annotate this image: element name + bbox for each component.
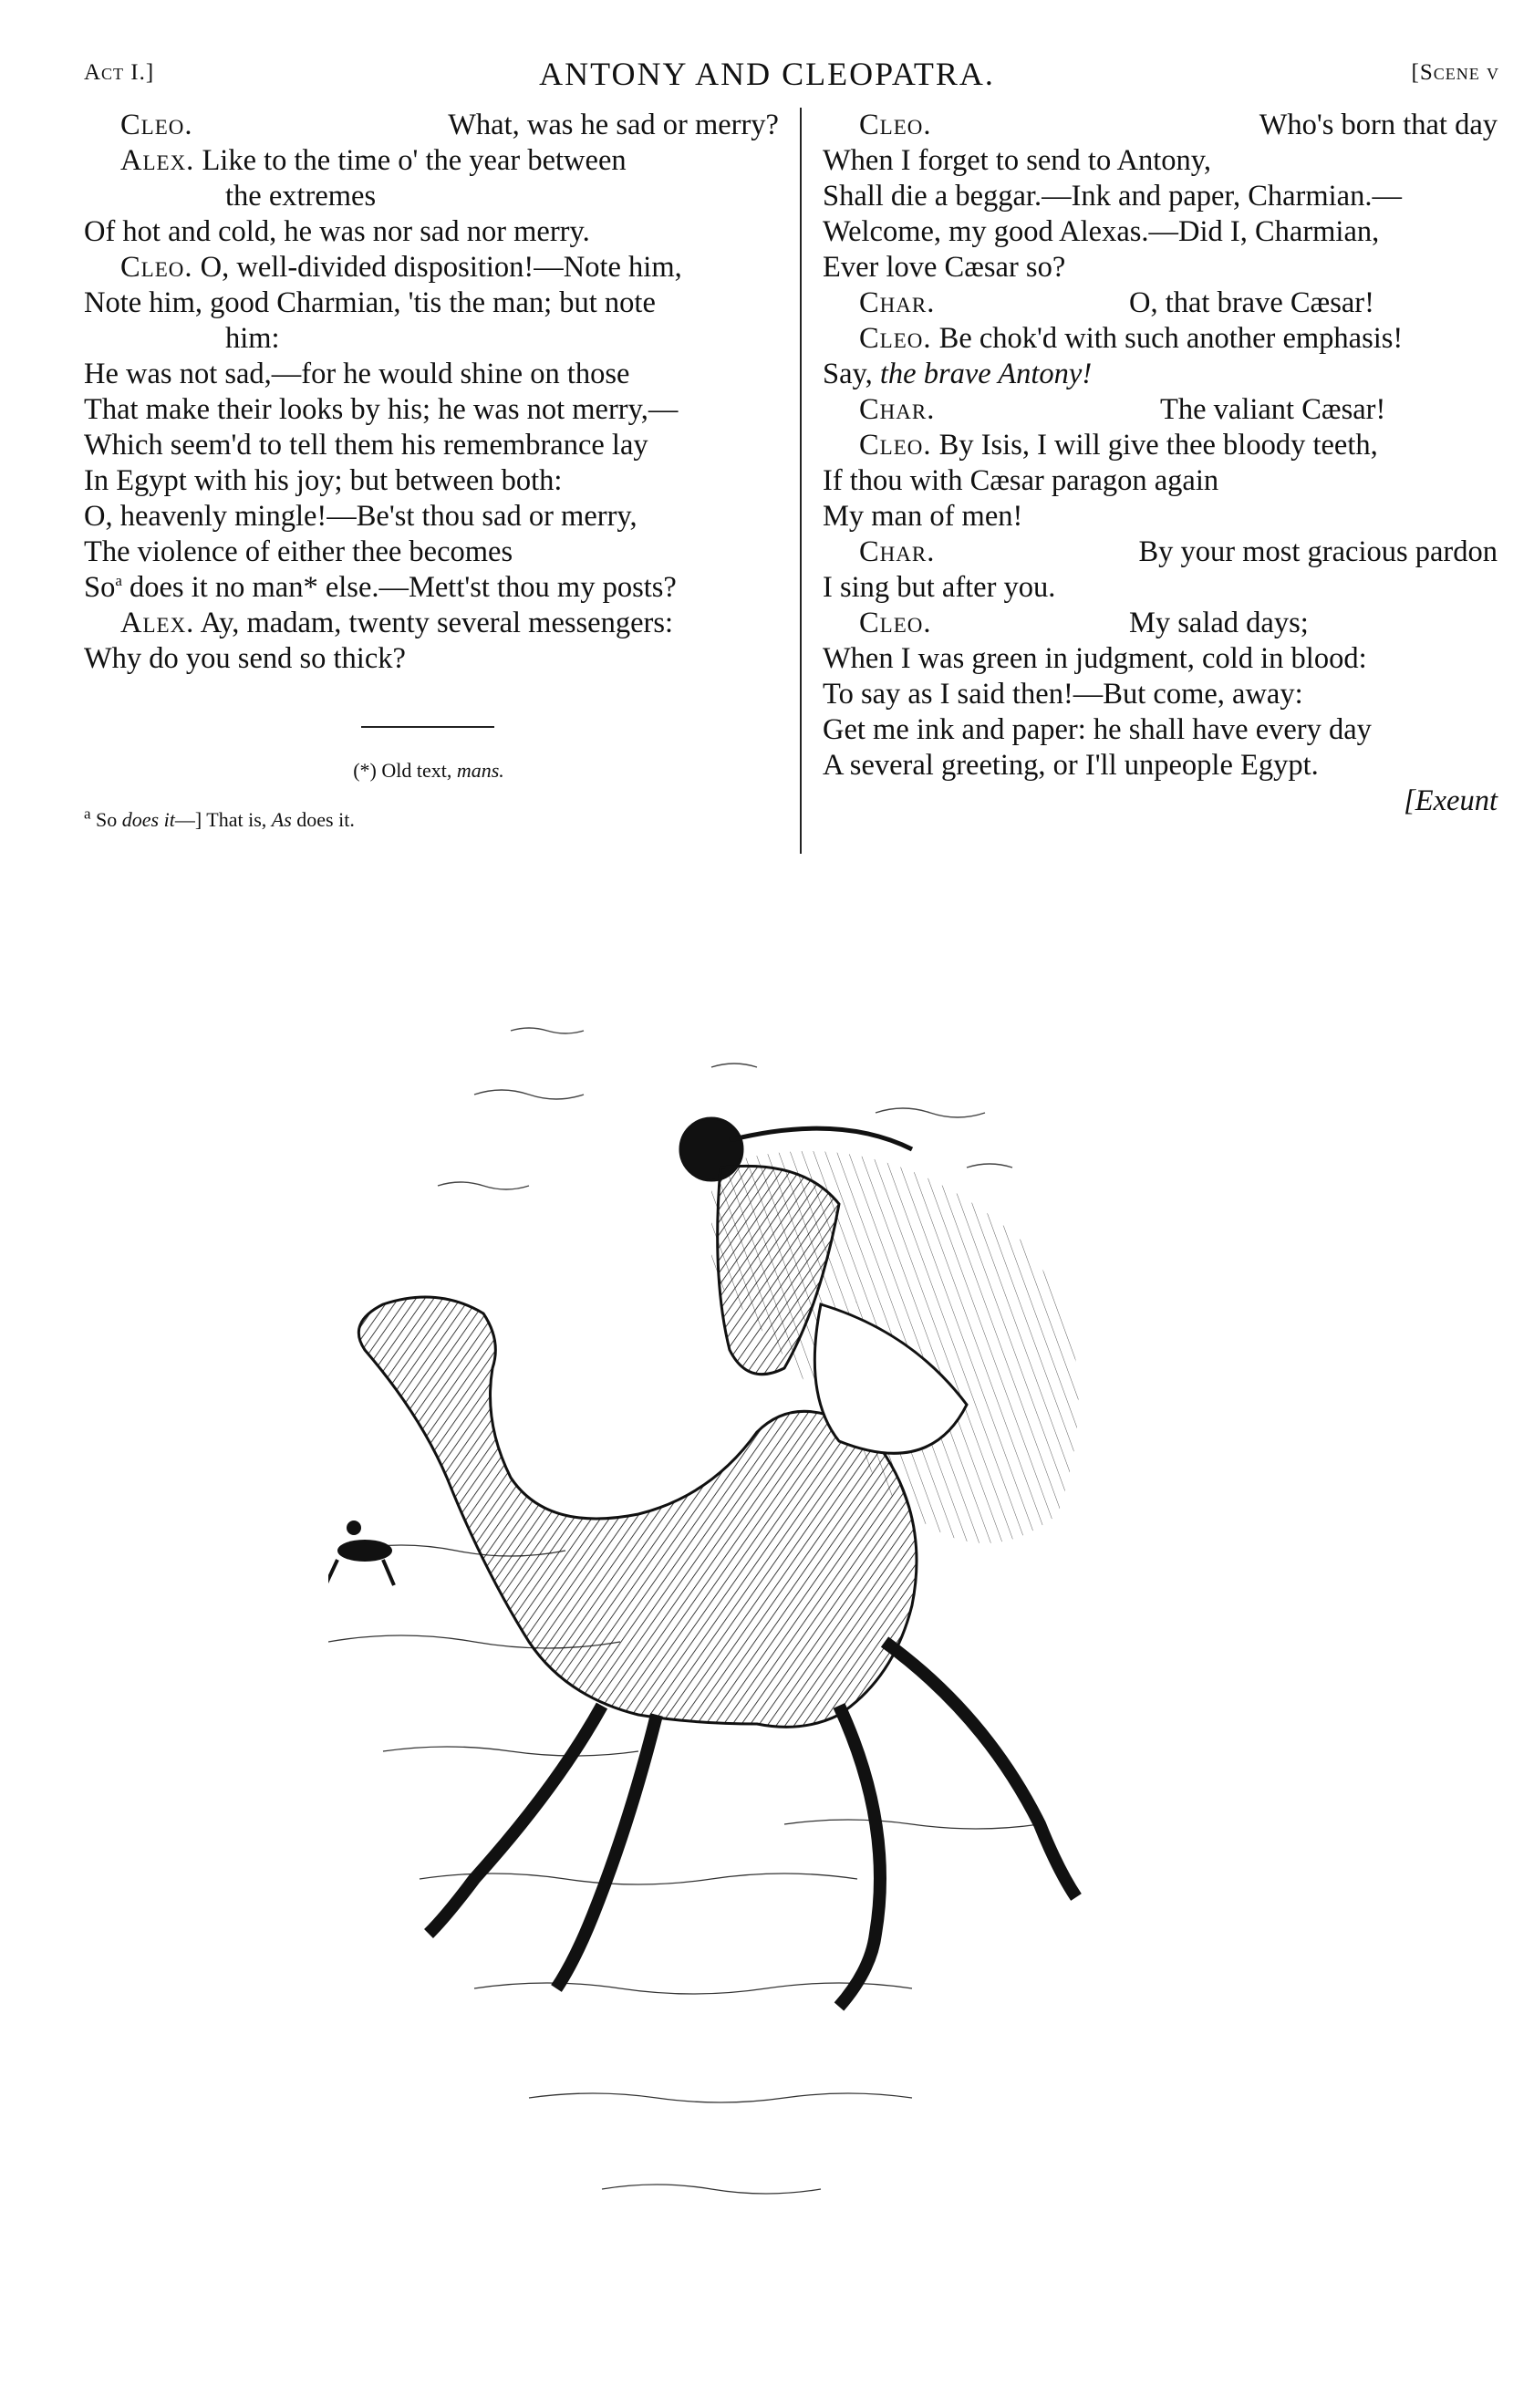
speaker: Alex. <box>120 144 195 177</box>
speaker: Cleo. <box>859 109 932 141</box>
column-divider <box>800 108 802 854</box>
camel-rider-illustration <box>328 1003 1277 2317</box>
verse-line: In Egypt with his joy; but between both: <box>84 464 563 497</box>
speaker: Cleo. <box>859 322 932 355</box>
verse-line: He was not sad,—for he would shine on those <box>84 358 630 390</box>
verse-line: When I forget to send to Antony, <box>823 144 1212 177</box>
speaker: Cleo. <box>859 429 932 462</box>
verse-line: To say as I said then!—But come, away: <box>823 678 1303 711</box>
speaker: Cleo. <box>120 109 193 141</box>
verse-line: A several greeting, or I'll unpeople Egypt. <box>823 749 1319 782</box>
verse-line: Which seem'd to tell them his remembrance lay <box>84 429 648 462</box>
footnote-mark: a <box>115 572 122 590</box>
verse-line: Alex. Ay, madam, twenty several messengers: <box>120 607 674 639</box>
verse-line: Get me ink and paper: he shall have every day <box>823 713 1372 746</box>
speaker: Char. <box>859 535 936 568</box>
verse-line: When I was green in judgment, cold in blood: <box>823 642 1367 675</box>
verse-line: O, heavenly mingle!—Be'st thou sad or merry, <box>84 500 637 533</box>
verse-line: Cleo. O, well-divided disposition!—Note him, <box>120 251 682 284</box>
distant-camel-rider <box>328 1521 394 1587</box>
verse-line: Say, the brave Antony! <box>823 358 1093 390</box>
footnote-rule <box>361 726 494 728</box>
act-label: Act I.] <box>84 60 155 85</box>
verse-line: So$^a$ does it no man* else.—Mett'st thou my posts? <box>84 571 677 604</box>
right-column <box>823 108 1498 819</box>
verse-line: Char. By your most gracious pardon <box>859 535 1498 568</box>
speaker: Alex. <box>120 607 195 639</box>
verse-line: Welcome, my good Alexas.—Did I, Charmian, <box>823 215 1380 248</box>
page-title: ANTONY AND CLEOPATRA. <box>539 56 995 92</box>
verse-line: Cleo. By Isis, I will give thee bloody teeth, <box>859 429 1378 462</box>
verse-line: Cleo. Who's born that day <box>859 109 1498 141</box>
verse-line: Cleo. My salad days; <box>859 607 1309 639</box>
scene-label: [Scene v <box>1411 60 1499 85</box>
verse-line: Char. The valiant Cæsar! <box>859 393 1386 426</box>
verse-line: Note him, good Charmian, 'tis the man; but note <box>84 286 656 319</box>
verse-line: The violence of either thee becomes <box>84 535 513 568</box>
verse-line: Ever love Cæsar so? <box>823 251 1066 284</box>
footnote-old-text: (*) Old text, mans. <box>353 759 504 782</box>
verse-line: Alex. Like to the time o' the year between <box>120 144 627 177</box>
verse-line: My man of men! <box>823 500 1023 533</box>
speaker: Char. <box>859 393 936 426</box>
verse-line: Cleo. What, was he sad or merry? <box>120 109 779 141</box>
verse-line: Shall die a beggar.—Ink and paper, Charmian.— <box>823 180 1402 213</box>
verse-line: Char. O, that brave Cæsar! <box>859 286 1374 319</box>
speaker: Cleo. <box>120 251 193 284</box>
left-column <box>84 108 779 677</box>
verse-line: If thou with Cæsar paragon again <box>823 464 1219 497</box>
verse-line: Cleo. Be chok'd with such another emphasis! <box>859 322 1404 355</box>
verse-line: That make their looks by his; he was not merry,— <box>84 393 679 426</box>
speaker: Char. <box>859 286 936 319</box>
speaker: Cleo. <box>859 607 932 639</box>
verse-line: Of hot and cold, he was nor sad nor merry. <box>84 215 590 248</box>
verse-line: him: <box>225 322 280 355</box>
verse-line: I sing but after you. <box>823 571 1056 604</box>
verse-line: Why do you send so thick? <box>84 642 406 675</box>
stage-direction: [Exeunt <box>1404 784 1498 817</box>
running-header <box>0 55 1534 91</box>
verse-line: the extremes <box>225 180 377 213</box>
footnote-a: $^a$ So does it—] That is, As does it. <box>84 804 355 831</box>
